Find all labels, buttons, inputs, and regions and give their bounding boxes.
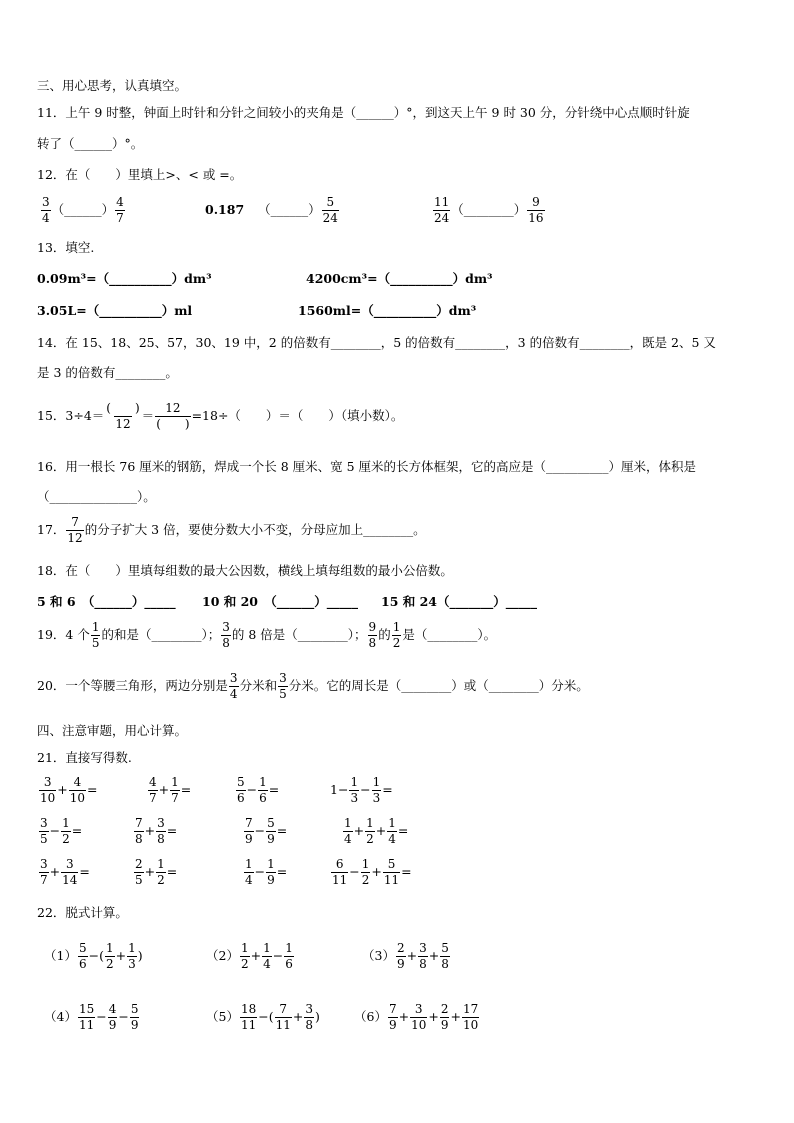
q19: 19．4 个 $\frac{1}{5}$ 的和是（________）； $\frac{3}{8}$ 的 8 倍是（________）； $\frac{9}{8}$ 的 $\frac{1}{2}$ 是（________）。 [37, 620, 497, 650]
q13-item-1: 0.09m³=（__________）dm³ [37, 271, 212, 286]
fraction: $\frac{3}{5}$ [279, 671, 287, 701]
fraction: $\frac{9}{16}$ [528, 195, 544, 225]
q21-r1c2: $\frac{4}{7}$ + $\frac{1}{7}$ = [149, 775, 192, 805]
q22-title: 22．脱式计算。 [37, 905, 128, 920]
q21-r2c1: $\frac{3}{5}$ − $\frac{1}{2}$ = [40, 816, 83, 846]
q21-r3c1: $\frac{3}{7}$ + $\frac{3}{14}$ = [40, 857, 90, 887]
fraction: $\frac{9}{8}$ [368, 620, 377, 650]
q13-item-4: 1560ml=（__________）dm³ [298, 303, 477, 318]
section4-title: 四、注意审题，用心计算。 [37, 723, 188, 738]
q22-p2: （2） $\frac{1}{2}$ + $\frac{1}{4}$ − $\frac{1}{6}$ [206, 941, 293, 971]
q12-item-2: 0.187 （______） $\frac{5}{24}$ [205, 195, 338, 225]
q21-r2c4: $\frac{1}{4}$ + $\frac{1}{2}$ + $\frac{1}{4}$ = [344, 816, 409, 846]
q21-r3c4: $\frac{6}{11}$ − $\frac{1}{2}$ + $\frac{5}{11}$ = [332, 857, 412, 887]
q21-r3c3: $\frac{1}{4}$ − $\frac{1}{9}$ = [245, 857, 288, 887]
q21-r3c2: $\frac{2}{5}$ + $\frac{1}{2}$ = [135, 857, 178, 887]
q16-line1: 16．用一根长 76 厘米的钢筋，焊成一个长 8 厘米、宽 5 厘米的长方体框架，它的高应是（__________）厘米，体积是 [37, 459, 697, 474]
q13-item-3: 3.05L=（__________）ml [37, 303, 193, 318]
fraction: $\frac{7}{12}$ [67, 515, 83, 545]
q13-item-2: 4200cm³=（__________）dm³ [306, 271, 493, 286]
q22-p3: （3） $\frac{2}{9}$ + $\frac{3}{8}$ + $\frac{5}{8}$ [362, 941, 449, 971]
q18-title: 18．在（ ）里填每组数的最大公因数，横线上填每组数的最小公倍数。 [37, 563, 453, 578]
q18-item-3: 15 和 24（_______）_____ [381, 594, 537, 609]
q12-item-1 [40, 196, 126, 224]
q22-p5: （5） $\frac{18}{11}$ −( $\frac{7}{11}$ + $\frac{3}{8}$ ) [206, 1002, 320, 1032]
section3-title: 三、用心思考，认真填空。 [37, 78, 188, 93]
q11-line2: 转了（______）°。 [37, 136, 144, 151]
q12-title: 12．在（ ）里填上>、< 或 =。 [37, 167, 243, 182]
q21-r1c1: $\frac{3}{10}$ + $\frac{4}{10}$ = [40, 775, 98, 805]
q12-item-3 [432, 196, 546, 224]
q14-line1: 14．在 15、18、25、57，30、19 中，2 的倍数有________，5 的倍数有________，3 的倍数有________，既是 2、5 又 [37, 335, 716, 350]
fraction: $\frac{3}{4}$ [42, 195, 50, 225]
q21-r2c3: $\frac{7}{9}$ − $\frac{5}{9}$ = [245, 816, 288, 846]
q18-item-1: 5 和 6 （______）_____ [37, 594, 176, 609]
blank: （______） [51, 201, 115, 217]
fraction: $\frac{12}{( )}$ [156, 401, 190, 431]
q21-r1c4: 1− $\frac{1}{3}$ − $\frac{1}{3}$ = [330, 775, 393, 805]
q11-line1: 11．上午 9 时整，钟面上时针和分针之间较小的夹角是（______）°，到这天上午 9 时 30 分，分针绕中心点顺时针旋 [37, 105, 690, 120]
fraction: $\frac{( )}{12}$ [106, 401, 140, 431]
blank: （______） [258, 201, 321, 217]
q15: 15．3÷4＝ $\frac{( )}{12}$ ＝ $\frac{12}{( )}$ =18÷（ ）＝（ ）（填小数）。 [37, 401, 404, 431]
fraction: $\frac{3}{4}$ [229, 671, 238, 701]
q18-item-2: 10 和 20 （______）_____ [202, 594, 358, 609]
q20: 20．一个等腰三角形，两边分别是 $\frac{3}{4}$ 分米和 $\frac{3}{5}$ 分米。它的周长是（________）或（________）分米。 [37, 671, 589, 701]
fraction: $\frac{5}{24}$ [322, 195, 338, 225]
q22-p6: （6） $\frac{7}{9}$ + $\frac{3}{10}$ + $\frac{2}{9}$ + $\frac{17}{10}$ [354, 1002, 479, 1032]
q21-title: 21．直接写得数. [37, 750, 132, 765]
fraction: $\frac{1}{5}$ [91, 620, 100, 650]
q21-r1c3: $\frac{5}{6}$ − $\frac{1}{6}$ = [237, 775, 280, 805]
q17: 17． $\frac{7}{12}$ 的分子扩大 3 倍，要使分数大小不变，分母应加上________。 [37, 515, 426, 545]
fraction: $\frac{11}{24}$ [434, 195, 450, 225]
q16-line2: （______________）。 [37, 489, 156, 504]
fraction: $\frac{4}{7}$ [116, 195, 124, 225]
q13-title: 13．填空. [37, 240, 95, 255]
q22-p4: （4） $\frac{15}{11}$ − $\frac{4}{9}$ − $\frac{5}{9}$ [44, 1002, 139, 1032]
blank: （________） [451, 201, 527, 217]
q21-r2c2: $\frac{7}{8}$ + $\frac{3}{8}$ = [135, 816, 178, 846]
q14-line2: 是 3 的倍数有________。 [37, 365, 178, 380]
fraction: $\frac{1}{2}$ [392, 620, 401, 650]
fraction: $\frac{3}{8}$ [222, 620, 230, 650]
q22-p1: （1） $\frac{5}{6}$ −( $\frac{1}{2}$ + $\frac{1}{3}$ ) [44, 941, 143, 971]
